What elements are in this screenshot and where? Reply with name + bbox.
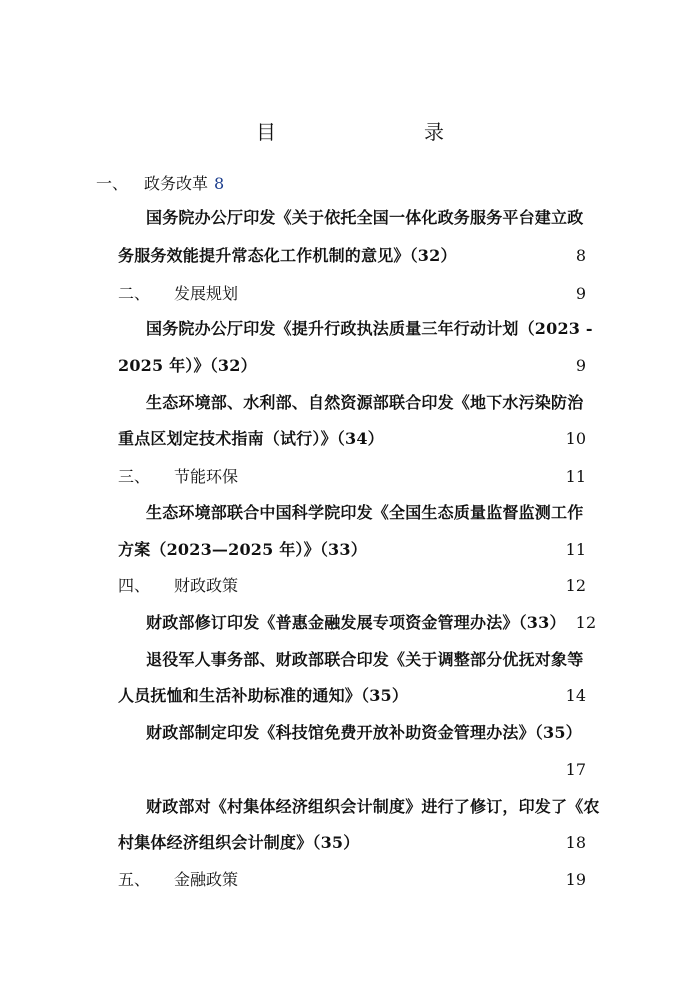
toc-section-1[interactable] <box>96 174 224 194</box>
toc-entry-4-2-line1[interactable]: 退役军人事务部、财政部联合印发《关于调整部分优抚对象等 <box>146 650 584 669</box>
toc-entry-3-1-page: 11 <box>565 540 586 559</box>
section-number: 三、 <box>118 467 151 486</box>
toc-entry-2-2-page: 10 <box>565 429 586 448</box>
toc-entry-1-1-page: 8 <box>575 246 586 265</box>
toc-section-5-page: 19 <box>565 870 586 889</box>
toc-section-4-page: 12 <box>565 576 586 595</box>
section-title: 政务改革 <box>144 174 209 193</box>
section-title: 节能环保 <box>174 467 239 486</box>
page-title: 目 录 <box>256 120 480 144</box>
toc-entry-1-1-line2[interactable]: 务服务效能提升常态化工作机制的意见》（32） <box>118 246 457 265</box>
toc-entry-2-1-line1[interactable]: 国务院办公厅印发《提升行政执法质量三年行动计划（2023 - <box>146 319 593 338</box>
toc-entry-3-1-line1[interactable]: 生态环境部联合中国科学院印发《全国生态质量监督监测工作 <box>146 503 584 522</box>
entry-text: 财政部修订印发《普惠金融发展专项资金管理办法》（33） <box>146 613 566 632</box>
toc-entry-4-4-page: 18 <box>565 833 586 852</box>
toc-section-3[interactable] <box>118 467 238 487</box>
toc-section-2[interactable] <box>118 284 238 304</box>
toc-entry-4-4-line1[interactable]: 财政部对《村集体经济组织会计制度》进行了修订，印发了《农 <box>146 797 600 816</box>
section-title: 财政政策 <box>174 576 239 595</box>
toc-entry-4-1-line1[interactable] <box>146 613 596 633</box>
toc-section-5[interactable] <box>118 870 238 890</box>
section-number: 四、 <box>118 576 151 595</box>
toc-entry-4-4-line2[interactable]: 村集体经济组织会计制度》（35） <box>118 833 360 852</box>
toc-section-4[interactable] <box>118 576 238 596</box>
toc-entry-2-2-line1[interactable]: 生态环境部、水利部、自然资源部联合印发《地下水污染防治 <box>146 393 584 412</box>
section-title: 发展规划 <box>174 284 239 303</box>
toc-section-2-page: 9 <box>575 284 586 303</box>
toc-entry-2-1-line2[interactable]: 2025 年）》（32） <box>118 356 257 375</box>
entry-page: 12 <box>575 613 597 632</box>
toc-entry-3-1-line2[interactable]: 方案（2023—2025 年）》（33） <box>118 540 367 559</box>
section-title: 金融政策 <box>174 870 239 889</box>
toc-entry-4-2-line2[interactable]: 人员抚恤和生活补助标准的通知》（35） <box>118 686 409 705</box>
toc-entry-2-1-page: 9 <box>575 356 586 375</box>
section-page: 8 <box>214 174 225 193</box>
toc-entry-4-2-page: 14 <box>565 686 586 705</box>
toc-section-3-page: 11 <box>565 467 586 486</box>
section-number: 五、 <box>118 870 151 889</box>
toc-entry-2-2-line2[interactable]: 重点区划定技术指南（试行）》（34） <box>118 429 384 448</box>
toc-entry-1-1-line1[interactable]: 国务院办公厅印发《关于依托全国一体化政务服务平台建立政 <box>146 208 584 227</box>
section-number: 一、 <box>96 174 129 193</box>
section-number: 二、 <box>118 284 151 303</box>
toc-entry-4-3-line1[interactable]: 财政部制定印发《科技馆免费开放补助资金管理办法》（35） <box>146 723 582 742</box>
toc-entry-4-3-page: 17 <box>565 760 586 779</box>
